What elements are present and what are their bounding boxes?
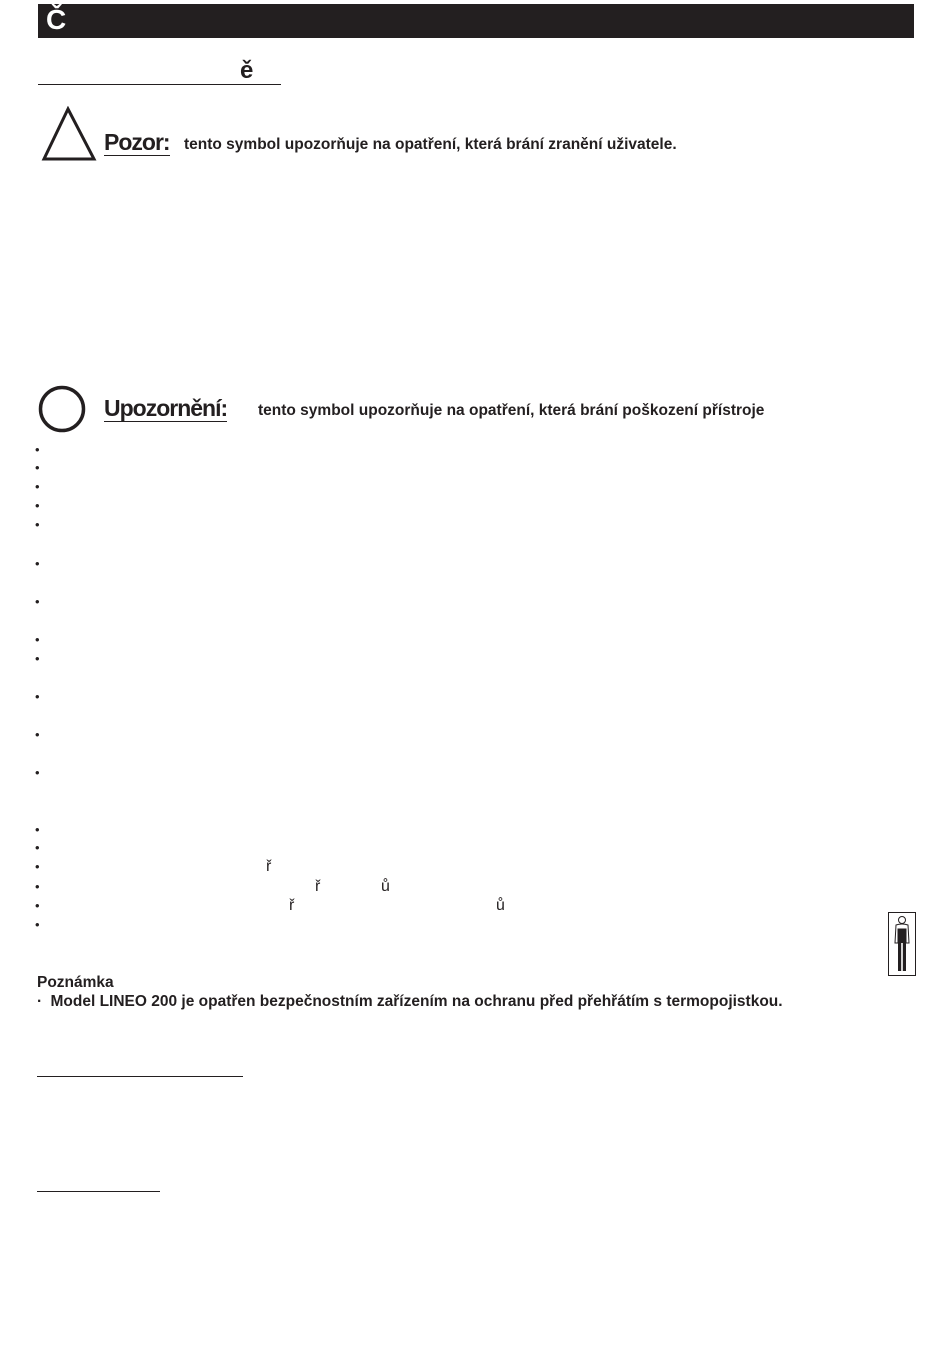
- section-rule: [37, 1191, 160, 1192]
- notice-title: Upozornění:: [104, 395, 228, 421]
- bullet: •: [35, 460, 40, 475]
- bullet: •: [35, 840, 40, 855]
- section-rule: [37, 1076, 243, 1077]
- warning-text: tento symbol upozorňuje na opatření, která brání zranění uživatele.: [184, 136, 677, 153]
- header-letter: Č: [46, 4, 67, 35]
- bullet: •: [35, 917, 40, 932]
- text-fragment: ř: [315, 878, 321, 895]
- bullet: •: [35, 479, 40, 494]
- bullet: •: [35, 594, 40, 609]
- text-fragment: ů: [496, 897, 505, 914]
- section-heading: ě: [240, 57, 254, 84]
- note-text: Model LINEO 200 je opatřen bezpečnostním zařízením na ochranu před přehřátím s termopojistkou.: [50, 993, 783, 1010]
- bullet: •: [35, 689, 40, 704]
- text-fragment: ř: [266, 858, 272, 875]
- circle-icon: [37, 385, 87, 435]
- warning-triangle-icon: [41, 106, 97, 162]
- bullet: •: [35, 859, 40, 874]
- bullet: •: [35, 517, 40, 532]
- person-figure-icon: [889, 913, 915, 975]
- bullet: •: [35, 822, 40, 837]
- notice-text: tento symbol upozorňuje na opatření, která brání poškození přístroje: [258, 402, 765, 419]
- bullet: •: [35, 651, 40, 666]
- note-item: [37, 993, 783, 1011]
- bullet: •: [35, 632, 40, 647]
- bullet: •: [35, 727, 40, 742]
- section-underline: [38, 84, 281, 85]
- bullet: •: [35, 765, 40, 780]
- bullet: •: [35, 879, 40, 894]
- note-title: Poznámka: [37, 974, 114, 991]
- bullet: •: [35, 898, 40, 913]
- warning-title: Pozor:: [104, 129, 170, 155]
- text-fragment: ř: [289, 897, 295, 914]
- bullet: •: [35, 556, 40, 571]
- header-bar: [38, 4, 914, 38]
- bullet: •: [35, 442, 40, 457]
- text-fragment: ů: [381, 878, 390, 895]
- note-bullet: ·: [37, 993, 43, 1010]
- bullet: •: [35, 498, 40, 513]
